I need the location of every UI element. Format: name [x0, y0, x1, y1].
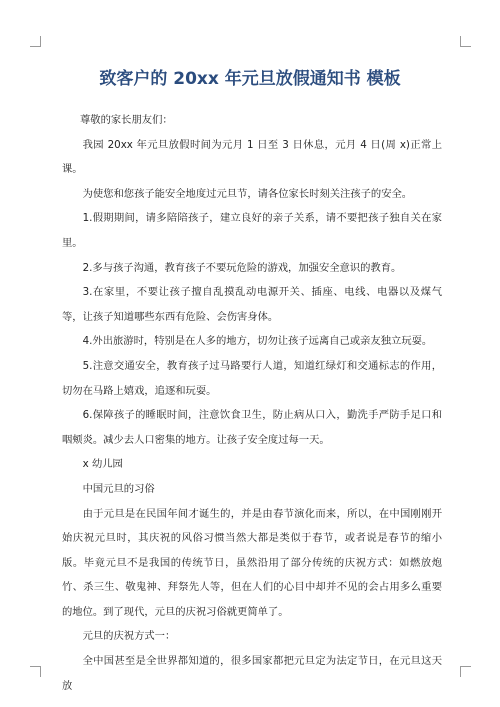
- salutation: 尊敬的家长朋友们：: [80, 114, 173, 126]
- document-body: [62, 108, 442, 698]
- section-heading: 中国元旦的习俗: [82, 482, 155, 495]
- document-title: 致客户的 20xx 年元旦放假通知书 模板: [99, 69, 401, 89]
- list-item: 4.外出旅游时，特别是在人多的地方，切勿让孩子远离自己或亲友独立玩耍。: [82, 335, 433, 348]
- paragraph: 由于元旦是在民国年间才诞生的，并是由春节演化而来，所以，在中国刚刚开始庆祝元旦时，其庆祝的风俗习惯当然大都是类似于春节，或者说是春节的缩小版。毕竟元旦不是我国的传统节日，虽然沿用了部分传统的庆祝方式：如燃放炮竹、杀三生、敬鬼神、拜祭先人等，但在人们的心目中却并不见的会占用多么重要的地位。到了现代，元旦的庆祝习俗就更简单了。: [62, 507, 442, 618]
- crop-mark-top-left: [30, 36, 41, 47]
- crop-mark-bottom-left: [30, 666, 41, 677]
- crop-mark-bottom-right: [460, 666, 471, 677]
- paragraph: 我园 20xx 年元旦放假时间为元月 1 日至 3 日休息，元月 4 日(周 x)正常上课。: [62, 138, 442, 176]
- paragraph: 为使您和您孩子能安全地度过元旦节，请各位家长时刻关注孩子的安全。: [82, 187, 413, 200]
- list-item: 2.多与孩子沟通，教育孩子不要玩危险的游戏，加强安全意识的教育。: [82, 261, 402, 274]
- paragraph: 全中国甚至是全世界都知道的，很多国家都把元旦定为法定节日，在元旦这天放: [62, 655, 442, 692]
- list-item: 3.在家里，不要让孩子擅自乱摸乱动电源开关、插座、电线、电器以及煤气等，让孩子知道哪些东西有危险、会伤害身体。: [62, 286, 442, 323]
- list-item: 5.注意交通安全，教育孩子过马路要行人道，知道红绿灯和交通标志的作用，切勿在马路上嬉戏，追逐和玩耍。: [62, 359, 442, 397]
- list-item: 1.假期期间，请多陪陪孩子，建立良好的亲子关系，请不要把孩子独自关在家里。: [62, 212, 442, 249]
- crop-mark-top-right: [460, 36, 471, 47]
- list-item: 6.保障孩子的睡眠时间，注意饮食卫生，防止病从口入，勤洗手严防手足口和咽颊炎。减少去人口密集的地方。让孩子安全度过每一天。: [62, 409, 442, 446]
- section-heading: 元旦的庆祝方式一：: [82, 630, 176, 643]
- signature: x 幼儿园: [82, 458, 123, 471]
